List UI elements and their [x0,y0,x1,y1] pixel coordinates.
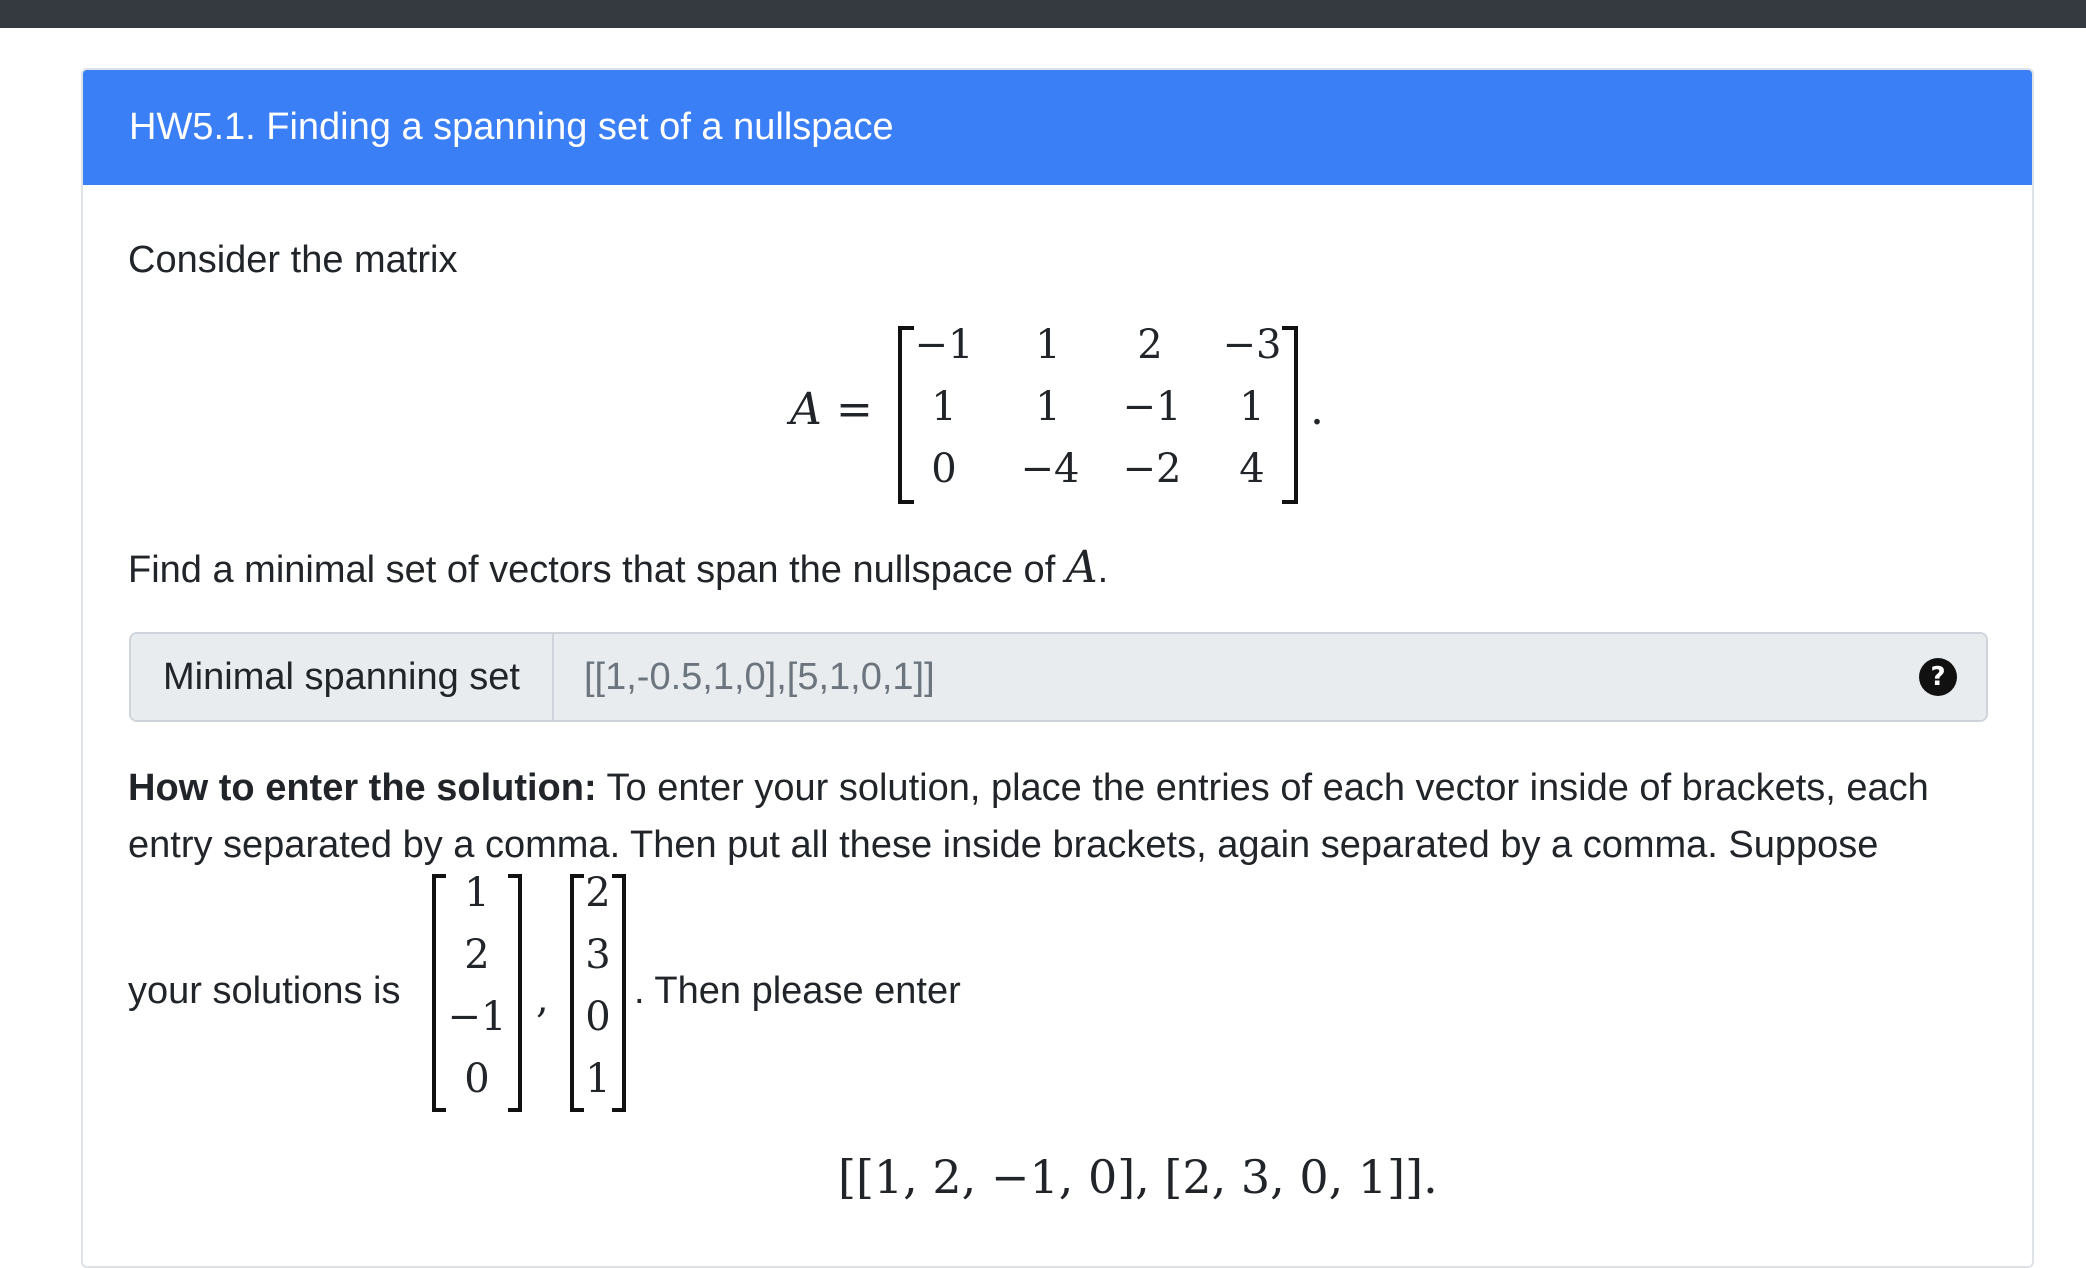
vector2-cell: 3 [585,932,611,978]
matrix-cell: 4 [1239,446,1265,492]
answer-label: Minimal spanning set [131,634,554,720]
matrix-cell: 2 [1137,322,1163,368]
answer-input-group [129,632,1988,722]
vector1-cell: 2 [464,932,490,978]
help-button[interactable] [1890,634,1986,720]
instructions-heading: How to enter the solution: [128,767,597,809]
vector2-cell: 2 [585,870,611,916]
vector2-cell: 0 [585,994,611,1040]
matrix-cell: 1 [931,384,957,430]
vector1-cell: −1 [447,994,507,1040]
matrix-cell: −1 [914,322,974,368]
matrix-cell: −2 [1122,446,1182,492]
instructions-line-2: entry separated by a comma. Then put all these inside brackets, again separated by a comma. Suppose [128,824,1879,866]
vector1-cell: 0 [464,1056,490,1102]
answer-input[interactable]: [[1,-0.5,1,0],[5,1,0,1]] [554,634,1988,720]
matrix-equals: = [836,384,873,435]
matrix-right-bracket [1282,326,1298,504]
matrix-name: A [790,384,822,435]
prompt-text [128,542,1108,595]
instructions-line-1 [128,766,1929,812]
then-enter-text: . Then please enter [634,970,961,1012]
matrix-cell: −3 [1222,322,1282,368]
top-bar [0,0,2086,28]
matrix-period: . [1310,384,1324,435]
your-solution-text: your solutions is [128,970,401,1012]
matrix-cell: 0 [931,446,957,492]
vector2-cell: 1 [585,1056,611,1102]
matrix-cell: −4 [1020,446,1080,492]
vector-comma: , [536,976,549,1022]
question-title: HW5.1. Finding a spanning set of a nullspace [129,106,894,148]
matrix-cell: 1 [1035,322,1061,368]
card-header [83,70,2032,185]
intro-text: Consider the matrix [128,239,458,281]
vector1-cell: 1 [464,870,490,916]
prompt-after: . [1097,549,1109,591]
matrix-cell: 1 [1239,384,1265,430]
matrix-cell: −1 [1122,384,1182,430]
matrix-cell: 1 [1035,384,1061,430]
prompt-var: A [1065,542,1098,593]
question-mark-icon: ? [1919,658,1957,696]
example-answer: [[1, 2, −1, 0], [2, 3, 0, 1]]. [838,1150,1438,1204]
instructions-text-1: To enter your solution, place the entries of each vector inside of brackets, each [596,767,1929,809]
prompt-before: Find a minimal set of vectors that span the nullspace of [128,549,1066,591]
